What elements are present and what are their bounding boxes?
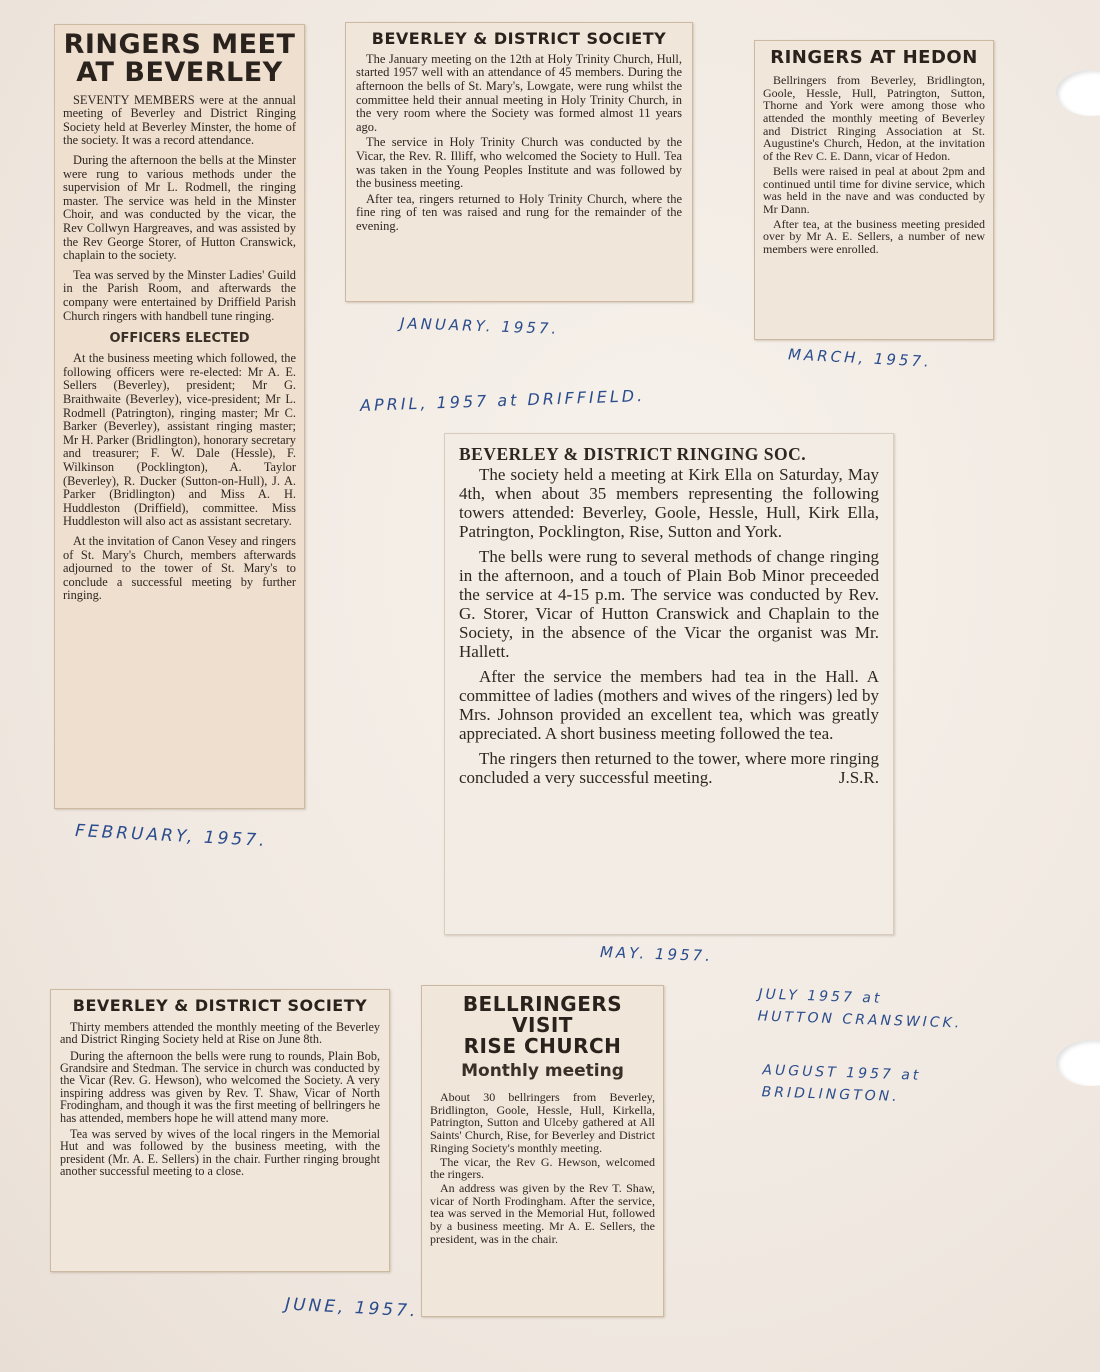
- paragraph: The January meeting on the 12th at Holy Trinity Church, Hull, started 1957 well with an attendance of 45 members. During the afternoon the bells of St. Mary's, Lowgate, were rung whilst the committee held their annual meeting in Holy Trinity Church, in the very room where the Society was formed almost 11 years ago.: [356, 51, 682, 134]
- punch-hole-top: [1056, 70, 1100, 116]
- paragraph: During the afternoon the bells were rung to rounds, Plain Bob, Grandsire and Stedman. The service in church was conducted by the Vicar (Rev. G. Hewson), who welcomed the Society. A very inspiring address was given by Rev. T. Shaw, Vicar of North Frodingham, and though it was the first meeting of bellringers he has attended, members hope he will attend many more.: [60, 1048, 380, 1125]
- paragraph: An address was given by the Rev T. Shaw, vicar of North Frodingham. After the service, tea was served in the Memorial Hut, followed by a business meeting. Mr A. E. Sellers, the president, was in the chair.: [430, 1180, 655, 1246]
- paragraph: About 30 bellringers from Beverley, Bridlington, Goole, Hessle, Hull, Kirkella, Patrington, Sutton and Ulceby gathered at All Saints' Church, Rise, for Beverley and District Ringing Society's monthly meeting.: [430, 1090, 655, 1155]
- clipping-beverley-june: [50, 989, 390, 1272]
- signature: J.S.R.: [838, 768, 879, 787]
- clipping-ringers-meet-beverley: [54, 24, 305, 809]
- headline: RINGERS AT HEDON: [770, 47, 978, 68]
- clipping-kirk-ella-may: [444, 433, 894, 935]
- paragraph: After tea, at the business meeting presided over by Mr A. E. Sellers, a number of new members were enrolled.: [763, 216, 985, 257]
- subheading: Monthly meeting: [461, 1061, 624, 1081]
- paragraph: Thirty members attended the monthly meeting of the Beverley and District Ringing Society held at Rise on June 8th.: [60, 1019, 380, 1047]
- annotation-february: FEBRUARY, 1957.: [74, 820, 268, 852]
- headline: BEVERLEY & DISTRICT RINGING SOC.: [459, 444, 807, 464]
- paragraph: Tea was served by the Minster Ladies' Guild in the Parish Room, and afterwards the company were entertained by Driffield Parish Church ringers with handbell tune ringing.: [63, 267, 296, 323]
- clipping-beverley-january: [345, 22, 693, 302]
- paragraph: The ringers then returned to the tower, where more ringing concluded a very successful meeting.: [459, 749, 879, 787]
- paragraph: The society held a meeting at Kirk Ella on Saturday, May 4th, when about 35 members representing the following towers attended: Beverley, Goole, Hessle, Hull, Kirk Ella, Patrington, Pocklington, Rise, Sutton and York.: [459, 465, 879, 541]
- annotation-january: JANUARY. 1957.: [399, 314, 560, 338]
- paragraph: During the afternoon the bells at the Minster were rung to various methods under the supervision of Mr L. Rodmell, the ringing master. The service was held in the Minster Choir, and was conducted by the vicar, the Rev Collwyn Hargreaves, and was assisted by the Rev George Storer, of Hutton Cranswick, chaplain to the society.: [63, 153, 296, 263]
- paragraph: The bells were rung to several methods of change ringing in the afternoon, and a touch of Plain Bob Minor preceeded the service at 4-15 p.m. The service was conducted by Rev. G. Storer, Vicar of Hutton Cranswick and Chaplain to the Society, in the absence of the Vicar the organist was Mr. Hallett.: [459, 547, 879, 661]
- paragraph: At the invitation of Canon Vesey and ringers of St. Mary's Church, members afterwards adjourned to the tower of St. Mary's to conclude a successful meeting by further ringing.: [63, 533, 296, 603]
- headline: BEVERLEY & DISTRICT SOCIETY: [371, 29, 667, 48]
- paragraph: The service in Holy Trinity Church was conducted by the Vicar, the Rev. R. Illiff, who welcomed the Society to Hull. Tea was taken in the Young Peoples Institute and was followed by the business meeting.: [356, 135, 682, 191]
- paragraph: The vicar, the Rev G. Hewson, welcomed the ringers.: [430, 1154, 655, 1182]
- annotation-june: JUNE, 1957.: [284, 1294, 419, 1322]
- annotation-march: MARCH, 1957.: [787, 345, 933, 371]
- punch-hole-bottom: [1056, 1040, 1100, 1086]
- annotation-may: MAY. 1957.: [599, 943, 714, 965]
- annotation-july: JULY 1957 at HUTTON CRANSWICK.: [757, 986, 963, 1032]
- paragraph: SEVENTY MEMBERS were at the annual meeting of Beverley and District Ringing Society held at Beverley Minster, the home of the society. It was a record attendance.: [63, 92, 296, 148]
- headline: BELLRINGERS VISIT RISE CHURCH: [462, 992, 623, 1058]
- paragraph: At the business meeting which followed, the following officers were re-elected: Mr A. E. Sellers (Beverley), president; Mr G. Braithwaite (Beverley), vice-president; Mr L. Rodmell (Patrington), ringing master; Mr C. Barker (Beverley), assistant ringing master; Mr H. Parker (Bridlington), honorary secretary and treasurer; F. W. Dale (Hessle), F. Wilkinson (Pocklington), A. Taylor (Beverley), R. Ducker (Sutton-on-Hull), J. A. Parker (Bridlington) and Miss A. H. Huddleston (Driffield), committee. Miss Huddleston will also act as assistant secretary.: [63, 351, 296, 529]
- paragraph: Bellringers from Beverley, Bridlington, Goole, Hessle, Hull, Patrington, Sutton, Thorne and York were among those who attended the monthly meeting of Beverley and District Ringing Association at St. Augustine's Church, Hedon, at the invitation of the Rev C. E. Dann, vicar of Hedon.: [763, 72, 985, 164]
- clipping-ringers-at-hedon: [754, 40, 994, 340]
- headline: BEVERLEY & DISTRICT SOCIETY: [72, 996, 368, 1015]
- clipping-rise-church: [421, 985, 664, 1317]
- annotation-august: AUGUST 1957 at BRIDLINGTON.: [761, 1062, 922, 1106]
- paragraph: Bells were raised in peal at about 2pm and continued until time for divine service, which was held in the nave and was conducted by Mr Dann.: [763, 163, 985, 216]
- headline: RINGERS MEET AT BEVERLEY: [63, 29, 296, 89]
- paragraph: After the service the members had tea in the Hall. A committee of ladies (mothers and wives of the ringers) led by Mrs. Johnson provided an excellent tea, which was greatly appreciated. A short business meeting followed the tea.: [459, 667, 879, 743]
- subheading: OFFICERS ELECTED: [109, 331, 250, 347]
- paragraph: Tea was served by wives of the local ringers in the Memorial Hut and was followed by the business meeting, with the president (Mr. A. E. Sellers) in the chair. Further ringing brought another successful meeting to a close.: [60, 1127, 380, 1179]
- paragraph: After tea, ringers returned to Holy Trinity Church, where the fine ring of ten was raised and rung for the remainder of the evening.: [356, 191, 682, 233]
- annotation-april: APRIL, 1957 at DRIFFIELD.: [359, 386, 646, 415]
